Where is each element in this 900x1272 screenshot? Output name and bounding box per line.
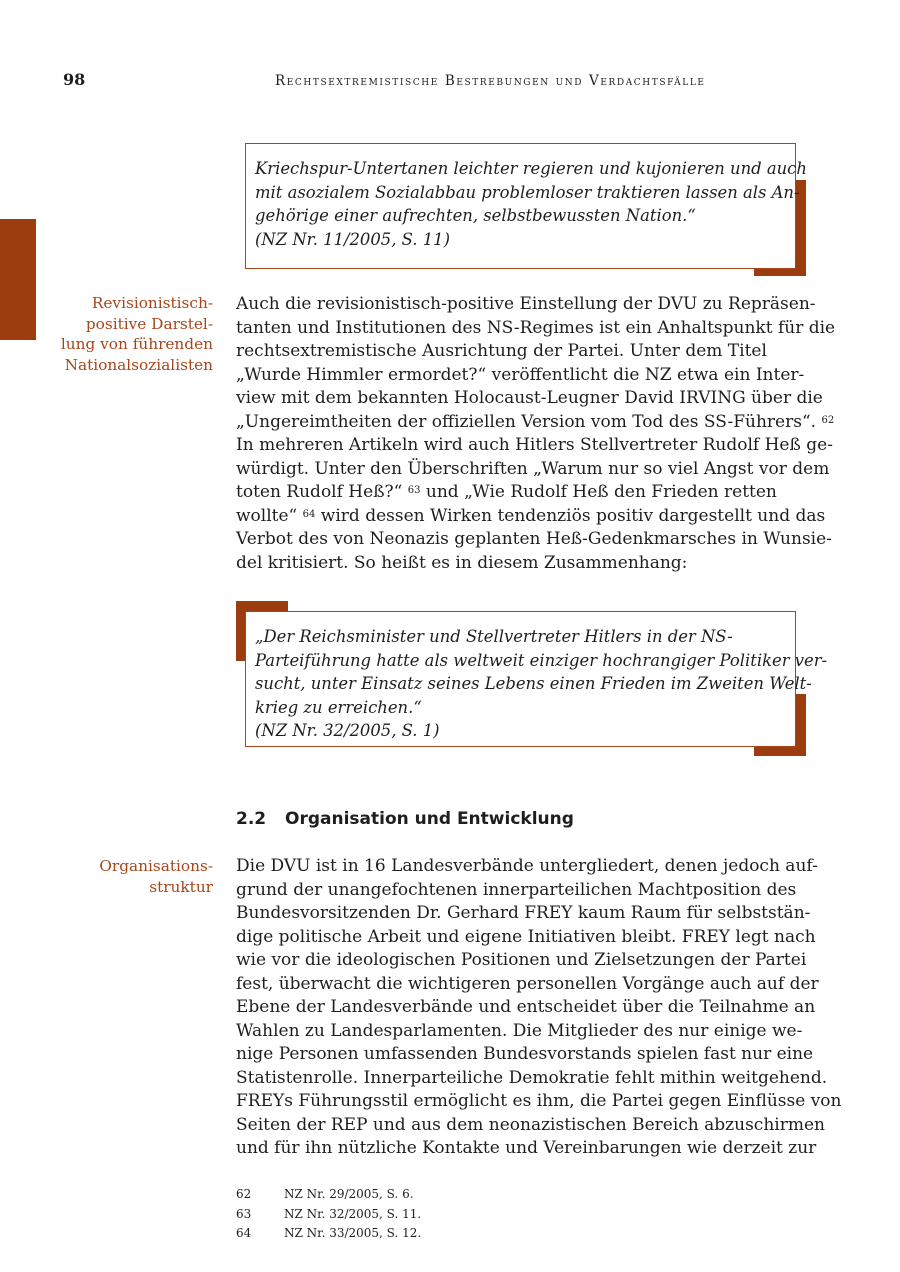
text-line: FREYs Führungsstil ermöglicht es ihm, die Partei gegen Einflüsse von [236,1091,842,1111]
margin-tab-decoration [0,219,36,340]
text-line: view mit dem bekannten Holocaust-Leugner David IRVING über die [236,388,823,408]
footnote-text: NZ Nr. 29/2005, S. 6. [284,1187,414,1201]
footnote-item [236,1185,421,1205]
text-line: „Wurde Himmler ermordet?“ veröffentlicht die NZ etwa ein Inter- [236,364,805,385]
text-line: würdigt. Unter den Überschriften „Warum nur so viel Angst vor dem [236,458,830,479]
text-line: grund der unangefochtenen innerparteilichen Machtposition des [236,879,797,900]
margin-note-revisionism [61,293,213,375]
quote-line: Parteiführung hatte als weltweit einziger hochrangiger Politiker ver- [255,650,828,670]
text-line: Seiten der REP und aus dem neonazistischen Bereich abzuschirmen [236,1114,825,1135]
quote-box [245,143,807,269]
text-line: del kritisiert. So heißt es in diesem Zusammenhang: [236,552,688,573]
quote-line: gehörige einer aufrechten, selbstbewussten Nation.“ [255,206,696,225]
footnote-number: 62 [236,1187,252,1201]
quote-source: (NZ Nr. 11/2005, S. 11) [255,229,450,249]
text-line: Wahlen zu Landesparlamenten. Die Mitglieder des nur einige we- [236,1020,803,1041]
footnote-number: 63 [236,1206,252,1221]
text-line: In mehreren Artikeln wird auch Hitlers Stellvertreter Rudolf Heß ge- [236,435,833,455]
footnote-ref[interactable]: 63 [407,485,421,496]
text-line: wird dessen Wirken tendenziös positiv dargestellt und das [320,505,826,526]
quote-line: Kriechspur-Untertanen leichter regieren und kujonieren und auch [255,159,807,178]
margin-note-line: positive Darstel- [85,314,213,333]
quote-text [255,157,807,251]
running-head: Rechtsextremistische Bestrebungen und Verdachtsfälle [275,73,706,89]
text-line: Ebene der Landesverbände und entscheidet über die Teilnahme an [236,997,816,1017]
quote-line: „Der Reichsminister und Stellvertreter Hitlers in der NS- [255,627,733,646]
quote-box [245,611,828,747]
text-line: nige Personen umfassenden Bundesvorstands spielen fast nur eine [236,1044,814,1064]
text-line: wollte“ [236,505,298,526]
footnote-ref[interactable]: 64 [302,508,316,520]
margin-note-organisation [99,856,213,897]
section-number: 2.2 [236,809,267,829]
text-line: Bundesvorsitzenden Dr. Gerhard FREY kaum Raum für selbststän- [236,903,811,923]
section-heading [236,808,574,830]
footnote-item [236,1205,421,1225]
quote-line: krieg zu erreichen.“ [255,697,422,717]
text-line: Statistenrolle. Innerparteiliche Demokratie fehlt mithin weitgehend. [236,1067,828,1088]
text-line: tanten und Institutionen des NS-Regimes ist ein Anhaltspunkt für die [236,317,836,338]
quote-text [255,625,828,743]
margin-note-line: Revisionistisch- [91,294,213,312]
margin-note-line: Nationalsozialisten [64,355,213,374]
text-line: wie vor die ideologischen Positionen und Zielsetzungen der Partei [236,950,807,970]
text-line: rechtsextremistische Ausrichtung der Partei. Unter dem Titel [236,341,767,361]
footnote-text: NZ Nr. 32/2005, S. 11. [284,1206,422,1221]
quote-line: sucht, unter Einsatz seines Lebens einen Frieden im Zweiten Welt- [255,674,812,693]
footnote-number: 64 [236,1226,252,1240]
quote-accent-bar [754,268,806,276]
margin-note-line: struktur [149,877,213,896]
body-paragraph [236,293,835,575]
text-line: fest, überwacht die wichtigeren personellen Vorgänge auch auf der [236,973,819,994]
section-title: Organisation und Entwicklung [285,809,574,829]
margin-note-line: Organisations- [99,857,213,875]
text-line: dige politische Arbeit und eigene Initiativen bleibt. FREY legt nach [236,926,816,947]
body-paragraph [236,855,842,1161]
text-line: und „Wie Rudolf Heß den Frieden retten [425,482,777,502]
footnote-ref[interactable]: 62 [821,414,835,426]
text-line: „Ungereimtheiten der offiziellen Version vom Tod des SS-Führers“. [236,411,817,432]
quote-source: (NZ Nr. 32/2005, S. 1) [255,721,440,740]
margin-note-line: lung von führenden [60,335,213,353]
quote-line: mit asozialem Sozialabbau problemloser traktieren lassen als An- [255,182,800,202]
footnotes [236,1185,421,1244]
text-line: Verbot des von Neonazis geplanten Heß-Gedenkmarsches in Wunsie- [236,529,832,549]
text-line: Die DVU ist in 16 Landesverbände untergliedert, denen jedoch auf- [236,856,818,876]
text-line: Auch die revisionistisch-positive Einstellung der DVU zu Repräsen- [236,294,816,314]
quote-accent-bar [754,746,806,756]
page-number: 98 [63,70,86,89]
footnote-item [236,1224,421,1244]
text-line: und für ihn nützliche Kontakte und Vereinbarungen wie derzeit zur [236,1138,817,1158]
text-line: toten Rudolf Heß?“ [236,482,403,502]
footnote-text: NZ Nr. 33/2005, S. 12. [284,1226,422,1240]
